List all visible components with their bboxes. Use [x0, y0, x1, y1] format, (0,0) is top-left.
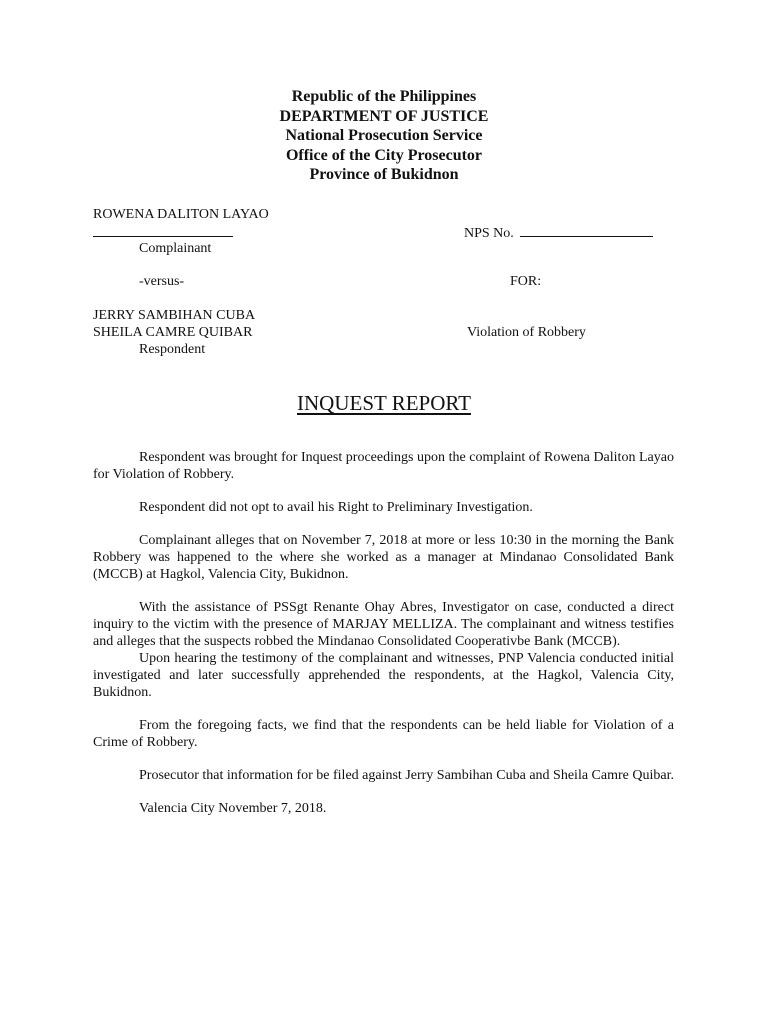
complainant-signature-line — [93, 222, 233, 242]
respondent-name-1: JERRY SAMBIHAN CUBA — [93, 308, 256, 323]
nps-label: NPS No. — [464, 226, 514, 241]
paragraph-recommendation: Prosecutor that information for be filed against Jerry Sambihan Cuba and Sheila Camre Quibar. — [139, 768, 674, 783]
nps-number — [464, 223, 653, 242]
respondent-label: Respondent — [139, 342, 206, 357]
report-title: INQUEST REPORT — [297, 391, 471, 415]
for-label: FOR: — [510, 274, 542, 289]
complainant-name: ROWENA DALITON LAYAO — [93, 207, 269, 222]
paragraph-investigation: With the assistance of PSSgt Renante Ohay Abres, Investigator on case, conducted a direct inquiry to the victim with the presence of MARJAY MELLIZA. The complainant and witness testifies and alleges that the suspects robbed the Mindanao Consolidated Cooperativbe Bank (MCCB). — [93, 600, 674, 649]
header-department: DEPARTMENT OF JUSTICE — [279, 107, 489, 125]
paragraph-finding: From the foregoing facts, we find that the respondents can be held liable for Violation of a Crime of Robbery. — [93, 718, 674, 750]
paragraph-allegation: Complainant alleges that on November 7, 2018 at more or less 10:30 in the morning the Bank Robbery was happened to the where she worked as a manager at Mindanao Consolidated Bank (MCCB) at Hagkol, Valencia City, Bukidnon. — [93, 533, 674, 582]
header-office: Office of the City Prosecutor — [285, 146, 483, 164]
report-title-block — [0, 391, 768, 416]
report-body — [93, 449, 674, 817]
versus-label: -versus- — [139, 274, 185, 289]
paragraph-apprehension: Upon hearing the testimony of the complainant and witnesses, PNP Valencia conducted initial investigated and later successfully apprehended the respondents, at the Hagkol, Valencia City, Bukidnon. — [93, 651, 674, 700]
paragraph-place-date: Valencia City November 7, 2018. — [139, 801, 327, 816]
header-service: National Prosecution Service — [285, 127, 483, 144]
respondent-name-2: SHEILA CAMRE QUIBAR — [93, 325, 253, 340]
header-republic: Republic of the Philippines — [291, 88, 477, 105]
complainant-label: Complainant — [139, 241, 212, 256]
paragraph-inquest: Respondent was brought for Inquest proceedings upon the complaint of Rowena Daliton Layao for Violation of Robbery. — [93, 450, 674, 482]
document-header — [0, 87, 768, 185]
header-province: Province of Bukidnon — [309, 166, 459, 183]
nps-number-blank — [520, 223, 653, 237]
paragraph-preliminary: Respondent did not opt to avail his Right to Preliminary Investigation. — [139, 500, 533, 515]
offense-label: Violation of Robbery — [467, 325, 586, 340]
